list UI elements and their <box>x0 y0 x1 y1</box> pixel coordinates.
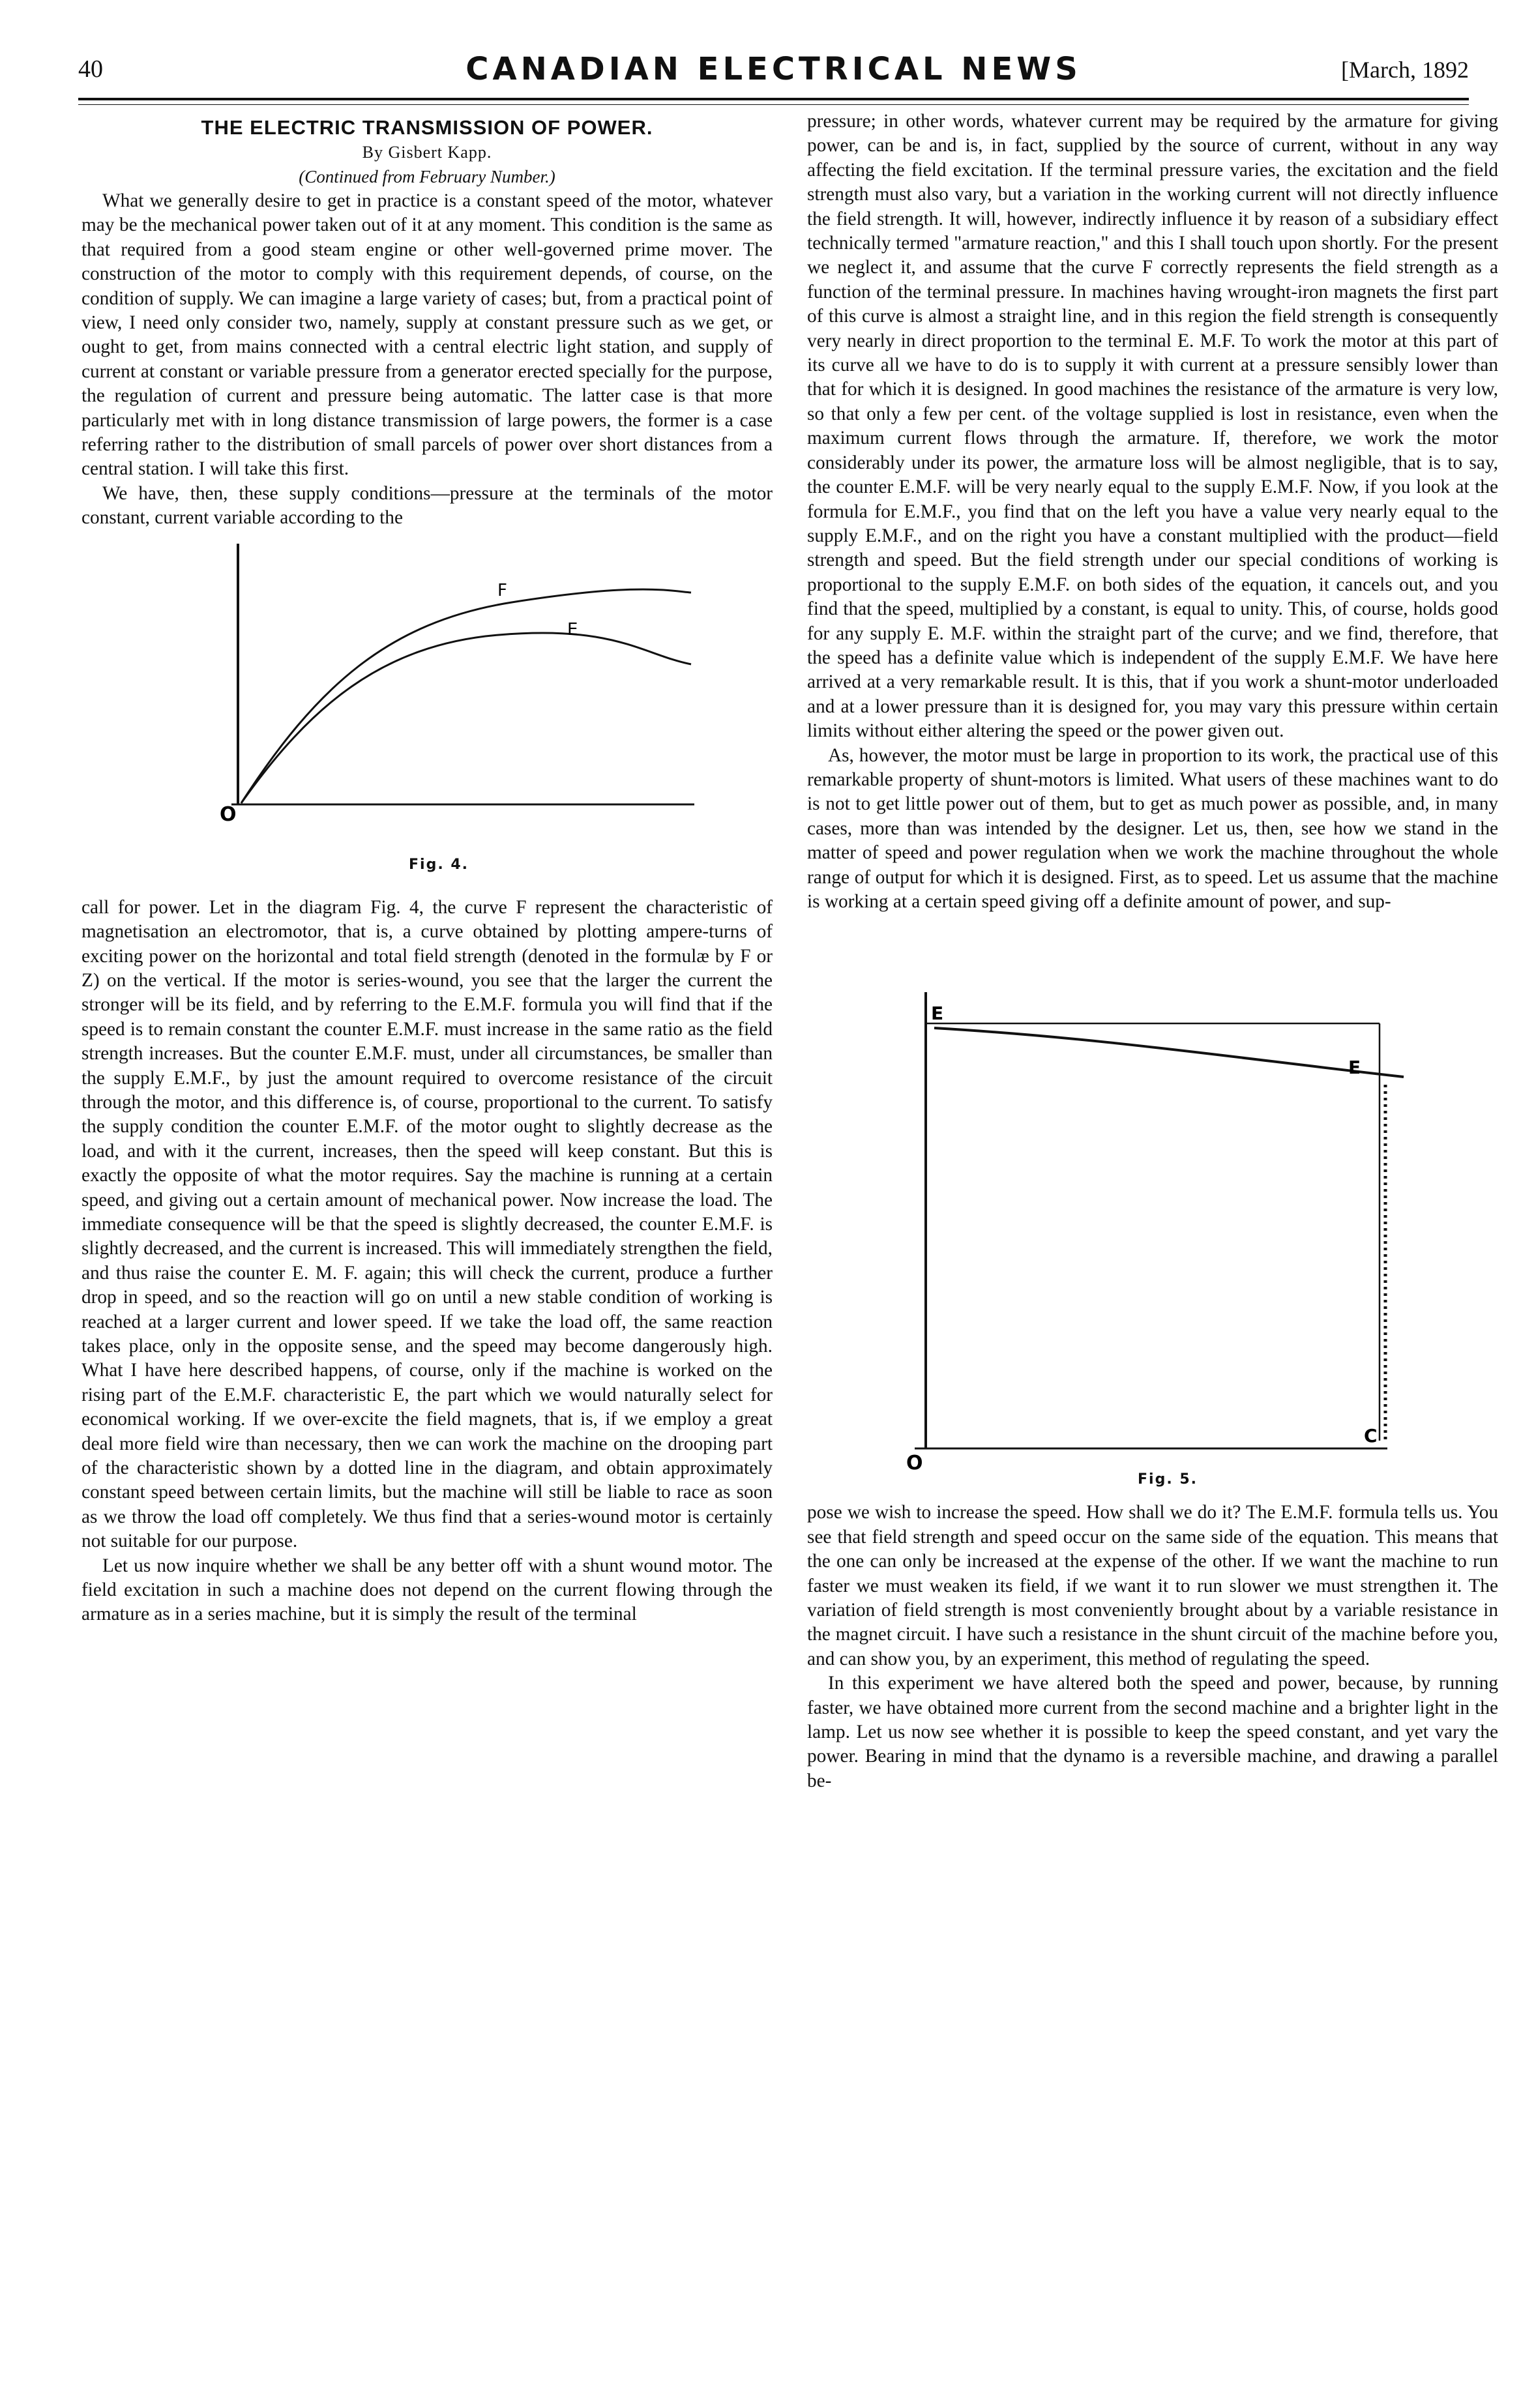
fig5-corner-label: C <box>1364 1425 1378 1447</box>
header-rule-thick <box>78 98 1469 100</box>
paragraph: In this experiment we have altered both the speed and power, because, by running faster, we have obtained more current from the second machine and a brighter light in the lamp. Let us now see whether it is possible to keep the speed constant, and yet vary the power. Bearing in mind that the dynamo is a reversible machine, and drawing a parallel be- <box>807 1673 1498 1791</box>
fig5-diagram <box>807 914 1498 1501</box>
masthead: CANADIAN ELECTRICAL NEWS <box>465 51 1082 87</box>
paragraph: We have, then, these supply conditions—pressure at the terminals of the motor constant, current variable according to the <box>81 482 773 529</box>
fig4-curve-e <box>241 633 691 803</box>
paragraph: pressure; in other words, whatever current may be required by the armature for giving power, can be and is, in fact, supplied by the source of current, without in any way affecting the field excitation. If the terminal pressure varies, the excitation and the field strength must also vary, but a variation in the working current will not directly influence the field strength. It will, however, indirectly influence it by reason of a subsidiary effect technically termed "armature reaction," and this I shall touch upon shortly. For the present we neglect it, and assume that the curve F correctly represents the field strength as a function of the terminal pressure. In machines having wrought-iron magnets the first part of this curve is almost a straight line, and in this region the field strength is consequently very nearly in direct proportion to the terminal E. M.F. To work the motor at this part of its curve all we have to do is to supply it with current at a pressure sensibly lower than that for which it is designed. In good machines the resistance of the armature is very low, so that only a few per cent. of the voltage supplied is lost in resistance, even when the maximum current flows through the armature. If, therefore, we work the motor considerably under its power, the armature loss will be almost negligible, that is to say, the counter E.M.F. will be very nearly equal to the supply E.M.F. Now, if you look at the formula for E.M.F., you find that on the left you have a value very nearly equal to the supply E.M.F., and on the right you have a constant multiplied with the product—field strength and speed. But the field strength under our special conditions of working is proportional to the supply E.M.F. on both sides of the equation, it cancels out, and you find that the speed, multiplied by a constant, is equal to unity. This, of course, holds good for any supply E. M.F. within the straight part of the curve; and we find, therefore, that the speed has a definite value which is independent of the supply E.M.F. We have here arrived at a very remarkable result. It is this, that if you work a shunt-motor underloaded and at a lower pressure than it is designed for, you may vary this pressure within certain limits without either altering the speed or the power given out. <box>807 111 1498 742</box>
right-column <box>807 110 1498 1793</box>
fig5-origin-label: O <box>906 1452 923 1475</box>
page-header <box>78 51 1469 103</box>
fig4-origin-label: O <box>220 802 237 826</box>
left-column <box>81 110 773 1627</box>
paragraph: As, however, the motor must be large in proportion to its work, the practical use of this remarkable property of shunt-motors is limited. What users of these machines want to do is not to get little power out of them, but to get as much power as possible, and, in many cases, more than was intended by the designer. Let us, then, see how we stand in the matter of speed and power regulation when we work the machine throughout the whole range of output for which it is designed. First, as to speed. Let us assume that the machine is working at a certain speed giving off a definite amount of power, and sup- <box>807 744 1498 912</box>
article-title: THE ELECTRIC TRANSMISSION OF POWER. <box>201 116 653 139</box>
fig5-caption: Fig. 5. <box>1138 1471 1198 1488</box>
article-byline: By Gisbert Kapp. <box>362 143 492 162</box>
fig4-diagram <box>81 531 773 896</box>
fig4-curve-f <box>241 589 691 803</box>
fig4-caption: Fig. 4. <box>409 856 469 873</box>
paragraph: pose we wish to increase the speed. How shall we do it? The E.M.F. formula tells us. You see that field strength and speed occur on the same side of the equation. This means that the one can only be increased at the expense of the other. If we want the machine to run faster we must weaken its field, if we want it to run slower we must strengthen it. The variation of field strength is most conveniently brought about by a variable resistance in the magnet circuit. I have such a resistance in the shunt circuit of the machine before you, and can show you, by an experiment, this method of regulating the speed. <box>807 1502 1498 1669</box>
fig5-falling-curve <box>934 1028 1404 1077</box>
figure-5 <box>807 914 1498 1501</box>
fig5-right-label: E <box>1348 1057 1361 1079</box>
fig4-curve-e-label: E <box>567 619 578 639</box>
paragraph: What we generally desire to get in practice is a constant speed of the motor, whatever may be the mechanical power taken out of it at any moment. This condition is the same as that required from a good steam engine or other well-governed prime mover. The construction of the motor to comply with this requirement depends, of course, on the condition of supply. We can imagine a large variety of cases; but, from a practical point of view, I need only consider two, namely, supply at constant pressure such as we get, or ought to get, from mains connected with a central electric light station, and supply of current at constant or variable pressure from a generator erected specially for the purpose, the regulation of current and pressure being automatic. The latter case is that more particularly met with in long distance transmission of large powers, the former is a case referring rather to the distribution of small parcels of power over short distances from a central station. I will take this first. <box>81 190 773 480</box>
page-number: 40 <box>78 55 103 83</box>
issue-date: [March, 1892 <box>1341 57 1469 83</box>
paragraph: Let us now inquire whether we shall be any better off with a shunt wound motor. The field excitation in such a machine does not depend on the current flowing through the armature as in a series machine, but it is simply the result of the terminal <box>81 1555 773 1625</box>
fig4-curve-f-label: F <box>497 580 507 600</box>
paragraph: call for power. Let in the diagram Fig. 4, the curve F represent the characteristic of magnetisation an electromotor, that is, a curve obtained by plotting ampere-turns of exciting power on the horizontal and total field strength (denoted in the formulæ by F or Z) on the vertical. If the motor is series-wound, you see that the larger the current the stronger will be its field, and by referring to the E.M.F. formula you will find that if the speed is to remain constant the counter E.M.F. must increase in the same ratio as the field strength increases. But the counter E.M.F. must, under all circumstances, be smaller than the supply E.M.F., by just the amount required to overcome resistance of the circuit through the motor, and this difference is, of course, proportional to the current. To satisfy the supply condition the counter E.M.F. of the motor ought to slightly decrease as the load, and with it the current, increases, then the speed will keep constant. But this is exactly the opposite of what the motor requires. Say the machine is running at a certain speed, and giving out a certain amount of mechanical power. Now increase the load. The immediate consequence will be that the speed is slightly decreased, the counter E.M.F. is slightly decreased, and the current is increased. This will immediately strengthen the field, and thus raise the counter E. M. F. again; this will check the current, produce a further drop in speed, and so the reaction will go on until a new stable condition of working is reached at a larger current and lower speed. If we take the load off, the same reaction takes place, only in the opposite sense, and the speed may become dangerously high. What I have here described happens, of course, only if the machine is worked on the rising part of the E.M.F. characteristic E, the part which we would naturally select for economical working. If we over-excite the field magnets, that is, if we employ a great deal more field wire than necessary, then we can work the machine on the drooping part of the characteristic shown by a dotted line in the diagram, and obtain approximately constant speed between certain limits, but the machine will still be liable to race as soon as we throw the load off completely. We thus find that a series-wound motor is certainly not suitable for our purpose. <box>81 896 773 1552</box>
continued-note: (Continued from February Number.) <box>299 167 555 186</box>
fig5-left-label: E <box>931 1003 944 1025</box>
header-rule-thin <box>78 104 1469 105</box>
figure-4 <box>81 531 773 896</box>
